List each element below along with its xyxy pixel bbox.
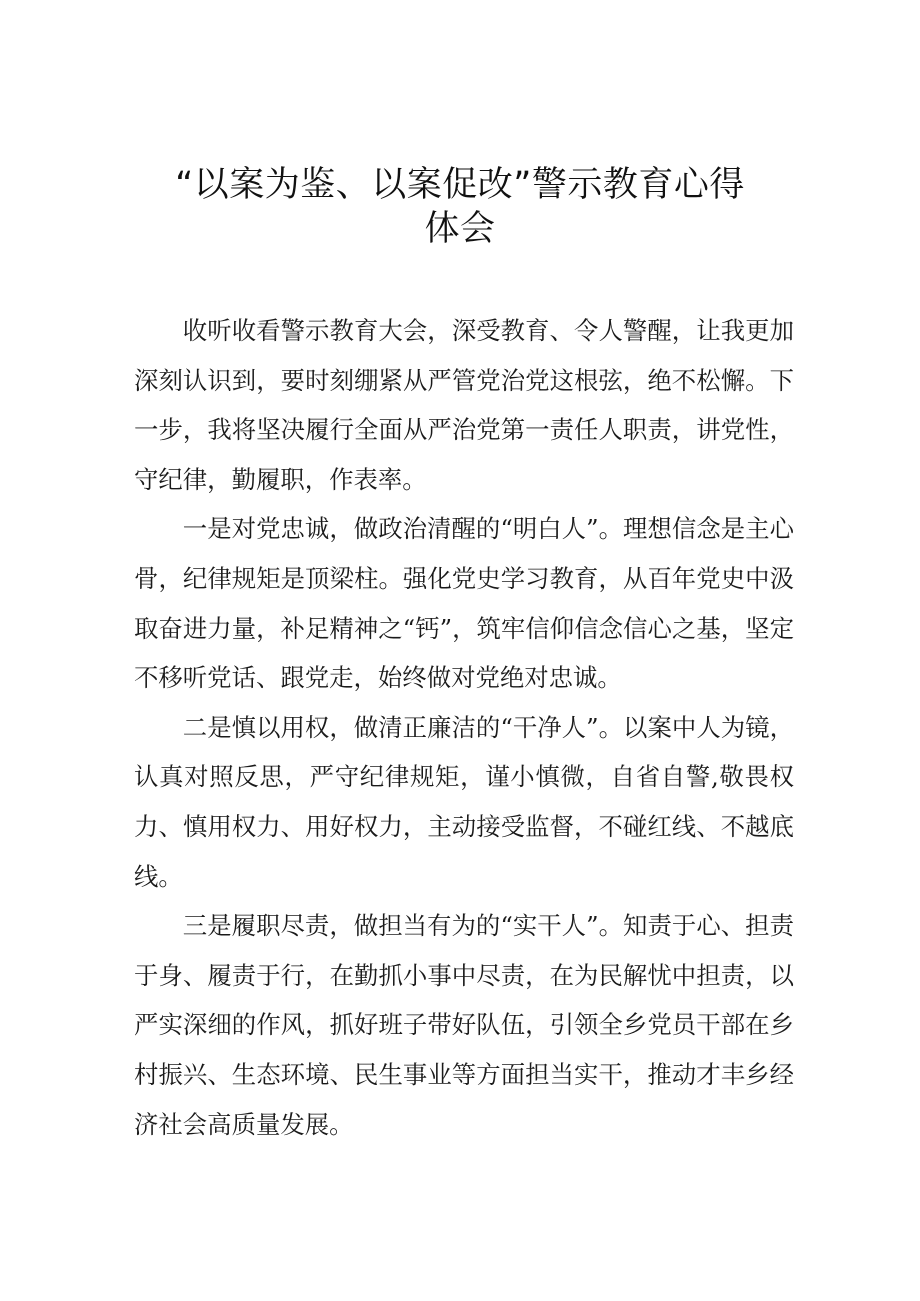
document-body: [134, 306, 794, 1149]
paragraph-loyalty: 一是对党忠诚，做政治清醒的“明白人”。理想信念是主心骨，纪律规矩是顶梁柱。强化党史学习教育，从百年党史中汲取奋进力量，补足精神之“钙”，筑牢信仰信念信心之基，坚定不移听党话、跟党走，始终做对党绝对忠诚。: [134, 514, 794, 693]
paragraph-responsibility: 三是履职尽责，做担当有为的“实干人”。知责于心、担责于身、履责于行，在勤抓小事中尽责，在为民解忧中担责，以严实深细的作风，抓好班子带好队伍，引领全乡党员干部在乡村振兴、生态环境、民生事业等方面担当实干，推动才丰乡经济社会高质量发展。: [134, 911, 794, 1139]
document-title: “以案为鉴、以案促改”警示教育心得体会: [175, 165, 745, 249]
paragraph-integrity: 二是慎以用权，做清正廉洁的“干净人”。以案中人为镜，认真对照反思，严守纪律规矩，谨小慎微，自省自警,敬畏权力、慎用权力、用好权力，主动接受监督，不碰红线、不越底线。: [134, 712, 794, 891]
paragraph-intro: 收听收看警示教育大会，深受教育、令人警醒，让我更加深刻认识到，要时刻绷紧从严管党治党这根弦，绝不松懈。下一步，我将坚决履行全面从严治党第一责任人职责，讲党性，守纪律，勤履职，作表率。: [134, 316, 794, 494]
